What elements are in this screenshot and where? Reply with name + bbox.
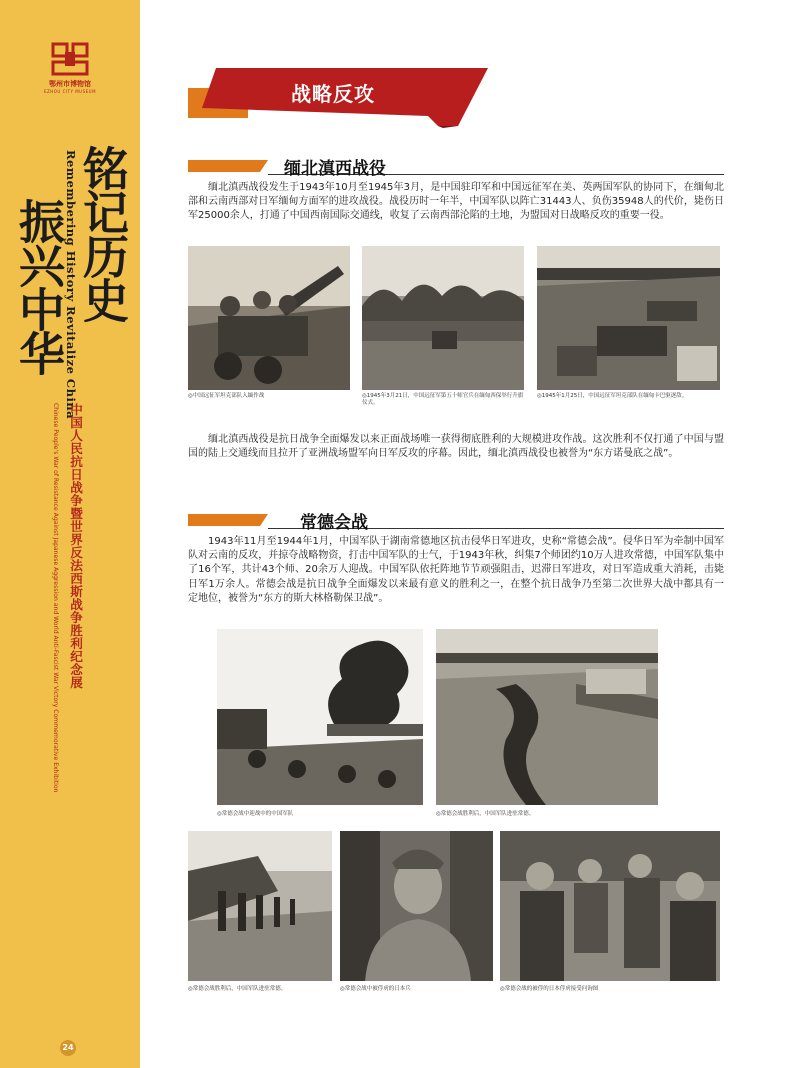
sidebar <box>0 0 140 1068</box>
museum-name: 鄂州市博物馆 <box>49 80 91 88</box>
photo5-caption: ◎常德会战胜利后，中国军队进驻常德。 <box>436 811 535 817</box>
section-banner <box>188 66 488 136</box>
heading-accent-bar <box>188 160 268 172</box>
photo1-caption: ◎中国远征军坦克部队入缅作战 <box>188 393 265 399</box>
main-title-en: Remembering History Revitalize China <box>64 150 78 420</box>
section1-paragraph2: 缅北滇西战役是抗日战争全面爆发以来正面战场唯一获得彻底胜利的大规模进攻作战。这次胜利不仅打通了中国与盟国的陆上交通线而且拉开了亚洲战场盟军向日军反攻的序幕。因此，缅北滇西战役也被誉为“东方诺曼底之战”。 <box>188 434 724 460</box>
section1-paragraph1: 缅北滇西战役发生于1943年10月至1945年3月，是中国驻印军和中国远征军在美、英两国军队的协同下，在缅甸北部和云南西部对日军缅甸方面军的进攻战役。战役历时一年半，中国军队以阵亡31443人、负伤35948人的代价，毙伤日军25000余人，打通了中国西南国际交通线，收复了云南西部沦陷的土地，为盟国对日战略反攻的重要一役。 <box>188 182 724 222</box>
exhibition-subtitle: 中国人民抗日战争暨世界反法西斯战争胜利纪念展 <box>68 403 83 689</box>
photo4-caption: ◎常德会战中迎战中的中国军队 <box>217 811 294 817</box>
exhibition-subtitle-en: Chinese People's War of Resistance Against Japanese Aggression and World Anti-Fascist War Victory Commemorative Exhibition <box>52 403 59 793</box>
section1-heading <box>188 154 724 180</box>
museum-logo-icon <box>51 42 89 76</box>
photo-japanese-prisoner <box>340 831 493 981</box>
section1-title: 缅北滇西战役 <box>284 159 386 179</box>
photo-tank-troops <box>188 246 350 390</box>
page-number: 24 <box>60 1040 76 1056</box>
photo-troops-marching <box>188 831 332 981</box>
museum-name-en: EZHOU CITY MUSEUM <box>43 89 97 94</box>
section2-paragraph: 1943年11月至1944年1月，中国军队于湖南常德地区抗击侵华日军进攻，史称“常德会战”。侵华日军为牵制中国军队对云南的反攻，并掠夺战略物资，打击中国军队的士气，于1943年秋，纠集7个师团约10万人进攻常德，中国军队集中了16个军，共计43个师、20余万人迎战。中国军队依托阵地节节顽强阻击，迟滞日军进攻，对日军造成重大消耗，击毙日军1万余人。常德会战是抗日战争全面爆发以来最有意义的胜利之一，在整个抗日战争乃至第二次世界大战中都具有一定地位，被誉为“东方的斯大林格勒保卫战”。 <box>188 536 724 604</box>
photo8-caption: ◎常德会战的被俘的日本俘虏接受问询图 <box>500 986 599 992</box>
photo2-caption: ◎1945年3月21日，中国远征军第五十师官兵在缅甸西保举行升旗仪式。 <box>362 393 524 406</box>
photo-tank-column <box>537 246 720 390</box>
banner-title: 战略反攻 <box>291 82 375 106</box>
heading-accent-bar <box>188 514 268 526</box>
photo6-caption: ◎常德会战胜利后，中国军队进驻常德。 <box>188 986 287 992</box>
section2-heading <box>188 508 724 534</box>
photo3-caption: ◎1945年1月25日，中国远征军坦克部队在缅甸卡巴驱逐敌。 <box>537 393 688 399</box>
section2-title: 常德会战 <box>300 513 368 533</box>
main-title-line1: 铭记历史 <box>76 145 130 321</box>
photo-flag-ceremony <box>362 246 524 390</box>
photo7-caption: ◎常德会战中被俘虏的日本兵 <box>340 986 411 992</box>
photo-trenches <box>436 629 658 805</box>
main-title-line2: 振兴中华 <box>12 198 66 374</box>
museum-logo <box>38 42 102 94</box>
photo-battle-smoke <box>217 629 423 805</box>
photo-prisoner-questioning <box>500 831 720 981</box>
